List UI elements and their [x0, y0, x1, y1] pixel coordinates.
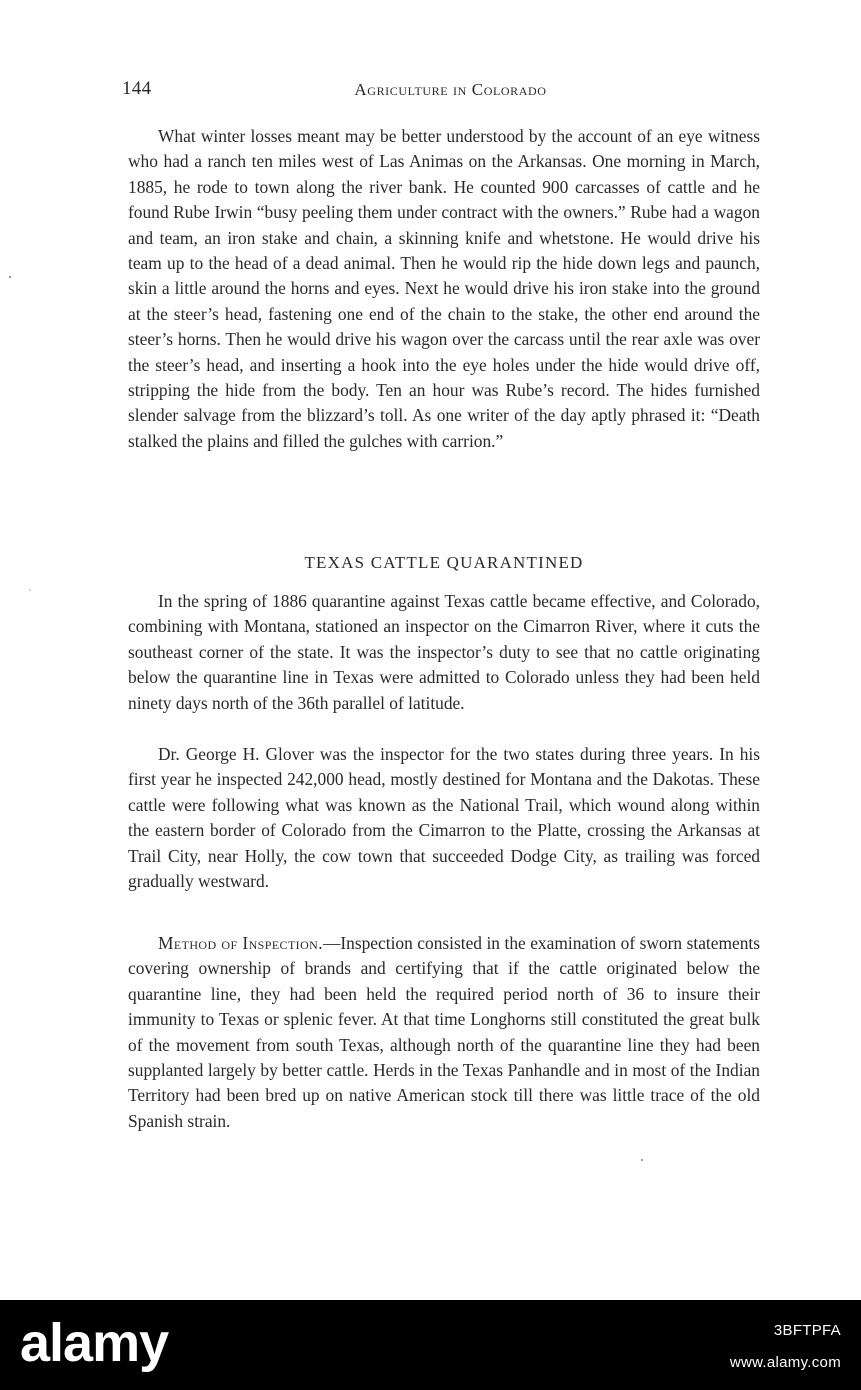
alamy-logo-mark: [20, 1311, 216, 1377]
running-head-text: Agriculture in Colorado: [354, 80, 547, 99]
paragraph-glover: Dr. George H. Glover was the inspector for the two states during three years. In his first year he inspected 242,000 head, mostly destined for Montana and the Dakotas. These cattle were following what was known as the National Trail, which wound along within the eastern border of Colorado from the Cimarron to the Platte, crossing the Arkansas at Trail City, near Holly, the cow town that succeeded Dodge City, as trailing was forced gradually westward.: [128, 744, 760, 892]
method-lead: Method of Inspection.: [158, 933, 323, 953]
page-number: 144: [122, 78, 152, 99]
alamy-logo: [20, 1308, 216, 1380]
paragraph-winter-losses: What winter losses meant may be better understood by the account of an eye witness who had a ranch ten miles west of Las Animas on the Arkansas. One morning in March, 1885, he rode to town along the river bank. He counted 900 carcasses of cattle and he found Rube Irwin “busy peeling them under contract with the owners.” Rube had a wagon and team, an iron stake and chain, a skinning knife and whetstone. He would drive his team up to the head of a dead animal. Then he would rip the hide down legs and paunch, skin a little around the horns and eyes. Next he would drive his iron stake into the ground at the steer’s head, fastening one end of the chain to the stake, the other end around the steer’s horns. Then he would drive his wagon over the carcass until the rear axle was over the steer’s head, and inserting a hook into the eye holes under the hide would drive off, stripping the hide from the body. Ten an hour was Rube’s record. The hides furnished slender salvage from the blizzard’s toll. As one writer of the day aptly phrased it: “Death stalked the plains and filled the gulches with carrion.”: [128, 126, 760, 451]
section-heading: TEXAS CATTLE QUARANTINED: [304, 553, 584, 572]
stock-footer-bar: [0, 1300, 861, 1390]
image-id: 3BFTPFA: [773, 1322, 841, 1339]
alamy-logo-lettering: alamy: [20, 1313, 169, 1373]
running-head: [0, 80, 861, 100]
source-url: www.alamy.com: [729, 1354, 841, 1371]
paragraph-quarantine: In the spring of 1886 quarantine against Texas cattle became effective, and Colorado, combining with Montana, stationed an inspector on the Cimarron River, where it cuts the southeast corner of the state. It was the inspector’s duty to see that no cattle originating below the quarantine line in Texas were admitted to Colorado unless they had been held ninety days north of the 36th parallel of latitude.: [128, 591, 760, 713]
method-text: —Inspection consisted in the examination of sworn statements covering ownership of brands and certifying that if the cattle originated below the quarantine line, they had been held the required period north of 36 to insure their immunity to Texas or splenic fever. At that time Longhorns still constituted the great bulk of the movement from south Texas, although north of the quarantine line they had been supplanted largely by better cattle. Herds in the Texas Panhandle and in most of the Indian Territory had been bred up on native American stock till there was little trace of the old Spanish strain.: [128, 933, 761, 1131]
paragraph-method-of-inspection: [128, 931, 760, 1134]
